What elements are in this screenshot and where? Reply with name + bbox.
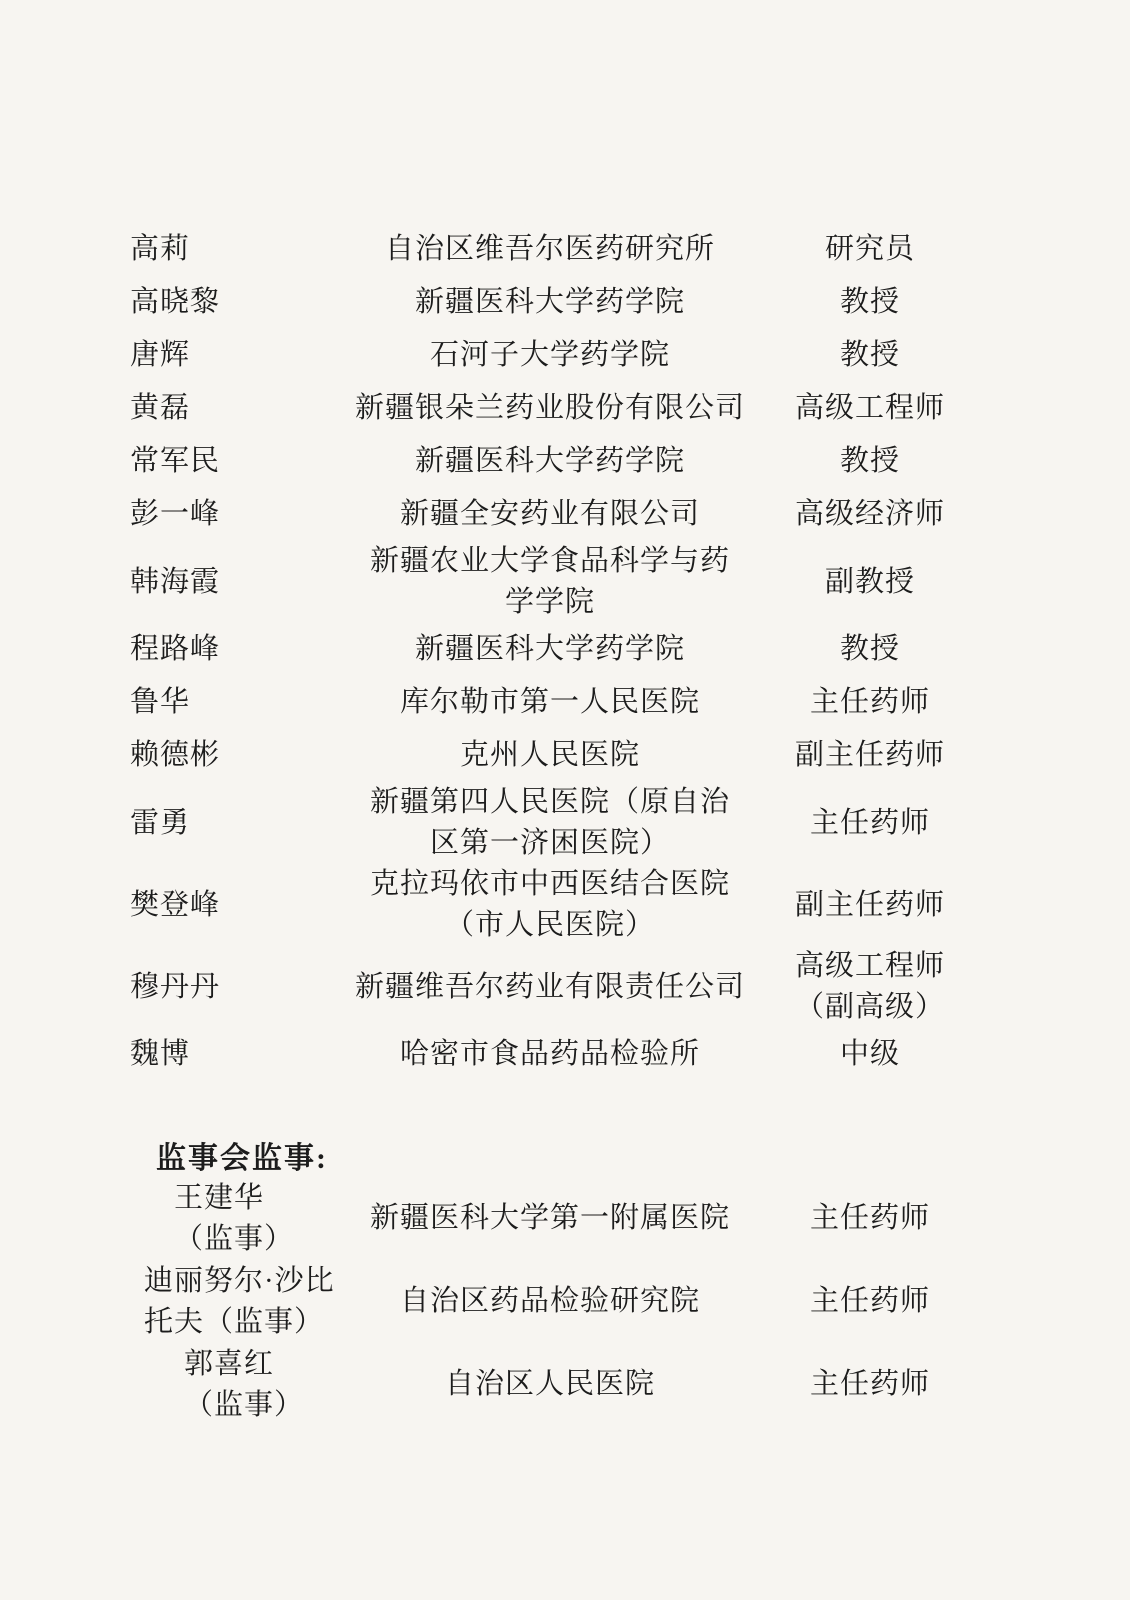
title-cell [760, 1034, 980, 1075]
table-row [130, 1177, 1110, 1260]
institution-cell [340, 229, 760, 270]
table-row [130, 435, 1110, 488]
title-cell-line: 高级工程师 [794, 950, 945, 982]
institution-cell [340, 388, 760, 429]
table-row [130, 623, 1110, 676]
name-cell-line: 魏博 [130, 1038, 191, 1070]
title-cell-line: 研究员 [824, 233, 915, 265]
name-cell [130, 1178, 340, 1260]
institution-cell [340, 335, 760, 376]
institution-cell [340, 1034, 760, 1075]
name-cell-line: 黄磊 [130, 392, 191, 424]
institution-cell-line: 克州人民医院 [459, 739, 640, 771]
table-row [130, 676, 1110, 729]
supervisors-heading: 监事会监事: [156, 1142, 328, 1175]
table-row [130, 864, 1110, 946]
table-row [130, 1028, 1110, 1081]
table-row [130, 382, 1110, 435]
title-cell [760, 885, 980, 926]
name-cell-line: 唐辉 [130, 339, 191, 371]
institution-cell [340, 441, 760, 482]
committee-member-table [130, 223, 1110, 1081]
institution-cell [340, 735, 760, 776]
title-cell [760, 1364, 980, 1405]
name-cell-line: 赖德彬 [130, 739, 221, 771]
table-row [130, 488, 1110, 541]
name-cell [130, 803, 340, 844]
name-cell-line: 彭一峰 [130, 498, 221, 530]
name-cell [130, 441, 340, 482]
institution-cell-line: 新疆银朵兰药业股份有限公司 [354, 392, 745, 424]
title-cell [760, 1198, 980, 1239]
title-cell [760, 441, 980, 482]
institution-cell-line: 新疆医科大学药学院 [414, 286, 685, 318]
institution-cell-line: 新疆全安药业有限公司 [399, 498, 700, 530]
institution-cell-line: 区第一济困医院） [429, 827, 670, 859]
name-cell [130, 682, 340, 723]
institution-cell-line: 克拉玛依市中西医结合医院 [369, 868, 730, 900]
institution-cell-line: 新疆医科大学第一附属医院 [369, 1202, 730, 1234]
title-cell [760, 229, 980, 270]
name-cell [130, 494, 340, 535]
name-cell [130, 1034, 340, 1075]
name-cell-line: 常军民 [130, 445, 221, 477]
institution-cell [340, 1198, 760, 1239]
name-cell-line: 高晓黎 [130, 286, 221, 318]
title-cell-line: 高级经济师 [794, 498, 945, 530]
title-cell [760, 946, 980, 1028]
name-cell-line: 鲁华 [130, 686, 191, 718]
name-cell-line: 樊登峰 [130, 888, 221, 921]
table-row [130, 223, 1110, 276]
title-cell [760, 335, 980, 376]
title-cell [760, 562, 980, 603]
table-row [130, 541, 1110, 623]
name-cell [130, 388, 340, 429]
name-cell [130, 735, 340, 776]
institution-cell [340, 967, 760, 1008]
table-row [130, 946, 1110, 1028]
table-row [130, 1343, 1110, 1426]
institution-cell-line: 哈密市食品药品检验所 [399, 1038, 700, 1070]
title-cell-line: 副教授 [824, 565, 915, 598]
title-cell [760, 388, 980, 429]
name-cell [130, 629, 340, 670]
title-cell-line: 高级工程师 [794, 392, 945, 424]
title-cell [760, 629, 980, 670]
institution-cell [340, 1364, 760, 1405]
institution-cell-line: 库尔勒市第一人民医院 [399, 686, 700, 718]
institution-cell-line: 自治区药品检验研究院 [399, 1285, 700, 1317]
name-cell-line: 程路峰 [130, 633, 221, 665]
title-cell-line: 主任药师 [809, 806, 930, 839]
institution-cell-line: 新疆农业大学食品科学与药 [369, 545, 730, 577]
name-cell [130, 885, 340, 926]
name-cell-line: 迪丽努尔·沙比 [144, 1264, 335, 1297]
name-cell [130, 335, 340, 376]
title-cell-line: 主任药师 [809, 1202, 930, 1234]
name-cell [130, 282, 340, 323]
institution-cell [340, 282, 760, 323]
institution-cell-line: 新疆维吾尔药业有限责任公司 [354, 970, 745, 1003]
title-cell [760, 1281, 980, 1322]
title-cell [760, 803, 980, 844]
table-row [130, 1260, 1110, 1343]
title-cell-line: 教授 [839, 633, 900, 665]
name-cell-line: 韩海霞 [130, 565, 221, 598]
table-row [130, 276, 1110, 329]
institution-cell-line: 自治区维吾尔医药研究所 [384, 233, 715, 265]
institution-cell [340, 629, 760, 670]
name-cell [130, 1344, 340, 1426]
title-cell-line: 教授 [839, 445, 900, 477]
institution-cell [340, 864, 760, 946]
institution-cell [340, 782, 760, 864]
title-cell-line: 主任药师 [809, 686, 930, 718]
title-cell [760, 682, 980, 723]
name-cell-line: 雷勇 [130, 806, 191, 839]
institution-cell [340, 541, 760, 623]
institution-cell-line: （市人民医院） [444, 909, 655, 941]
institution-cell-line: 新疆第四人民医院（原自治 [369, 786, 730, 818]
name-cell [130, 229, 340, 270]
title-cell [760, 494, 980, 535]
title-cell-line: 副主任药师 [794, 739, 945, 771]
institution-cell-line: 石河子大学药学院 [429, 339, 670, 371]
institution-cell-line: 学学院 [504, 586, 595, 618]
title-cell-line: 副主任药师 [794, 888, 945, 921]
title-cell-line: 中级 [839, 1038, 900, 1070]
name-cell [130, 1261, 340, 1343]
table-row [130, 782, 1110, 864]
title-cell-line: （副高级） [794, 991, 945, 1023]
name-cell-line: 王建华 [174, 1181, 265, 1214]
institution-cell [340, 494, 760, 535]
title-cell-line: 教授 [839, 286, 900, 318]
title-cell [760, 282, 980, 323]
institution-cell-line: 新疆医科大学药学院 [414, 445, 685, 477]
institution-cell-line: 自治区人民医院 [444, 1368, 655, 1400]
title-cell-line: 教授 [839, 339, 900, 371]
name-cell-line: 郭喜红 [184, 1347, 275, 1380]
table-row [130, 329, 1110, 382]
name-cell-line: 高莉 [130, 233, 191, 265]
name-cell [130, 967, 340, 1008]
name-cell-line: （监事） [184, 1388, 305, 1421]
institution-cell-line: 新疆医科大学药学院 [414, 633, 685, 665]
table-row [130, 729, 1110, 782]
institution-cell [340, 1281, 760, 1322]
supervisors-table [130, 1177, 1110, 1426]
title-cell [760, 735, 980, 776]
institution-cell [340, 682, 760, 723]
name-cell-line: 穆丹丹 [130, 970, 221, 1003]
name-cell-line: 托夫（监事） [144, 1305, 325, 1338]
title-cell-line: 主任药师 [809, 1368, 930, 1400]
name-cell [130, 562, 340, 603]
title-cell-line: 主任药师 [809, 1285, 930, 1317]
name-cell-line: （监事） [174, 1222, 295, 1255]
